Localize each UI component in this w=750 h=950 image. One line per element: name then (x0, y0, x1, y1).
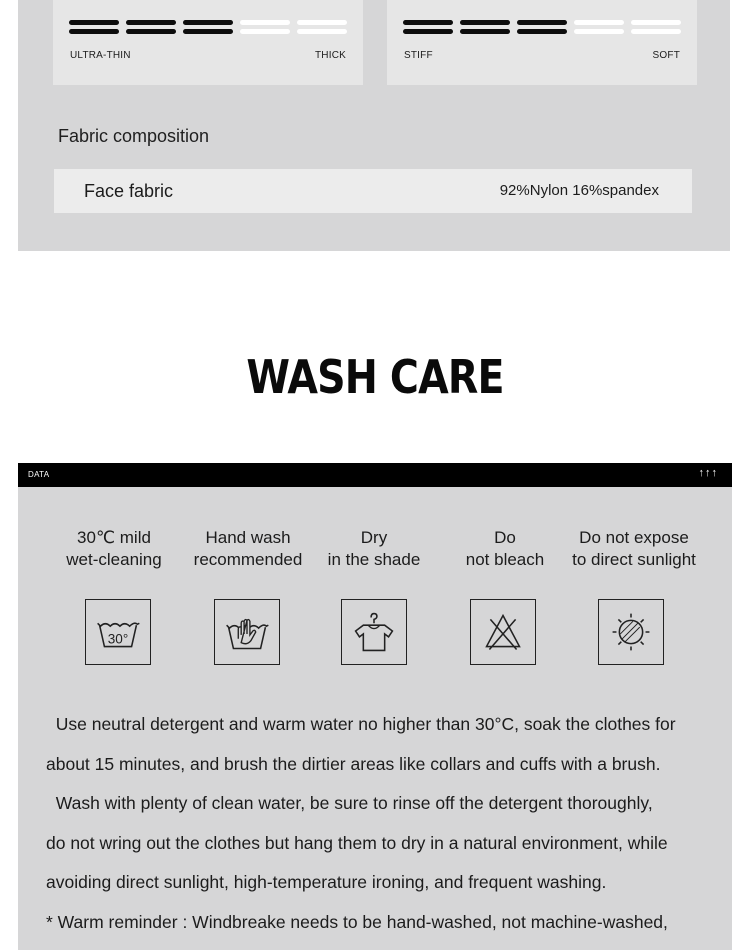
wash-temp-text: 30° (107, 631, 129, 647)
scale-segment (460, 20, 510, 34)
care-label-line: not bleach (465, 550, 545, 569)
data-bar-label: DATA (28, 470, 50, 479)
composition-name: Face fabric (84, 181, 174, 201)
care-label-line: recommended (193, 550, 303, 569)
scale-segment (631, 20, 681, 34)
instruction-line: do not wring out the clothes but hang them to dry in a natural environment, while (46, 832, 668, 853)
care-label-line: Do (494, 528, 516, 547)
composition-title: Fabric composition (58, 126, 210, 146)
scale-segment (240, 20, 290, 34)
instruction-line: about 15 minutes, and brush the dirtier areas like collars and cuffs with a brush. (46, 753, 661, 774)
no-sunlight-icon (598, 599, 664, 665)
care-label-hand-wash (178, 527, 318, 571)
scale-segment (403, 20, 453, 34)
softness-bars (403, 20, 681, 34)
care-label-line: to direct sunlight (572, 550, 696, 569)
wash-care-title: WASH CARE (246, 350, 504, 404)
thickness-min-label: ULTRA-THIN (70, 50, 131, 61)
composition-value: 92%Nylon 16%spandex (499, 182, 659, 199)
no-bleach-icon (470, 599, 536, 665)
care-label-shade-dry (304, 527, 444, 571)
softness-scale (387, 0, 697, 85)
wash-care-panel (18, 487, 732, 950)
scale-segment (126, 20, 176, 34)
scale-segment (183, 20, 233, 34)
care-label-line: 30℃ mild (77, 528, 151, 547)
care-label-line: in the shade (327, 550, 421, 569)
scale-segment (297, 20, 347, 34)
care-label-line: wet-cleaning (66, 550, 162, 569)
care-label-no-bleach (435, 527, 575, 571)
composition-row (54, 169, 692, 213)
thickness-max-label: THICK (315, 50, 346, 61)
fabric-panel (18, 0, 730, 251)
care-label-wash-30 (44, 527, 184, 571)
care-label-no-sunlight (564, 527, 704, 571)
scale-segment (69, 20, 119, 34)
instruction-line: avoiding direct sunlight, high-temperature ironing, and frequent washing. (46, 872, 607, 892)
hand-wash-icon (214, 599, 280, 665)
up-arrows-icon: ↑↑↑ (698, 467, 718, 479)
instruction-line: Wash with plenty of clean water, be sure to rinse off the detergent thoroughly, (46, 793, 653, 813)
instruction-line: Use neutral detergent and warm water no higher than 30°C, soak the clothes for (46, 714, 676, 734)
instruction-line: * Warm reminder : Windbreake needs to be hand-washed, not machine-washed, (46, 911, 668, 932)
softness-min-label: STIFF (404, 50, 433, 61)
care-label-line: Do not expose (579, 528, 689, 547)
thickness-bars (69, 20, 347, 34)
care-label-line: Dry (360, 528, 388, 547)
softness-max-label: SOFT (652, 50, 680, 61)
wash-30-icon (85, 599, 151, 665)
scale-segment (517, 20, 567, 34)
hang-dry-icon (341, 599, 407, 665)
thickness-scale (53, 0, 363, 85)
care-label-line: Hand wash (205, 528, 291, 547)
wash-instructions (46, 705, 722, 942)
data-bar (18, 463, 732, 487)
scale-segment (574, 20, 624, 34)
